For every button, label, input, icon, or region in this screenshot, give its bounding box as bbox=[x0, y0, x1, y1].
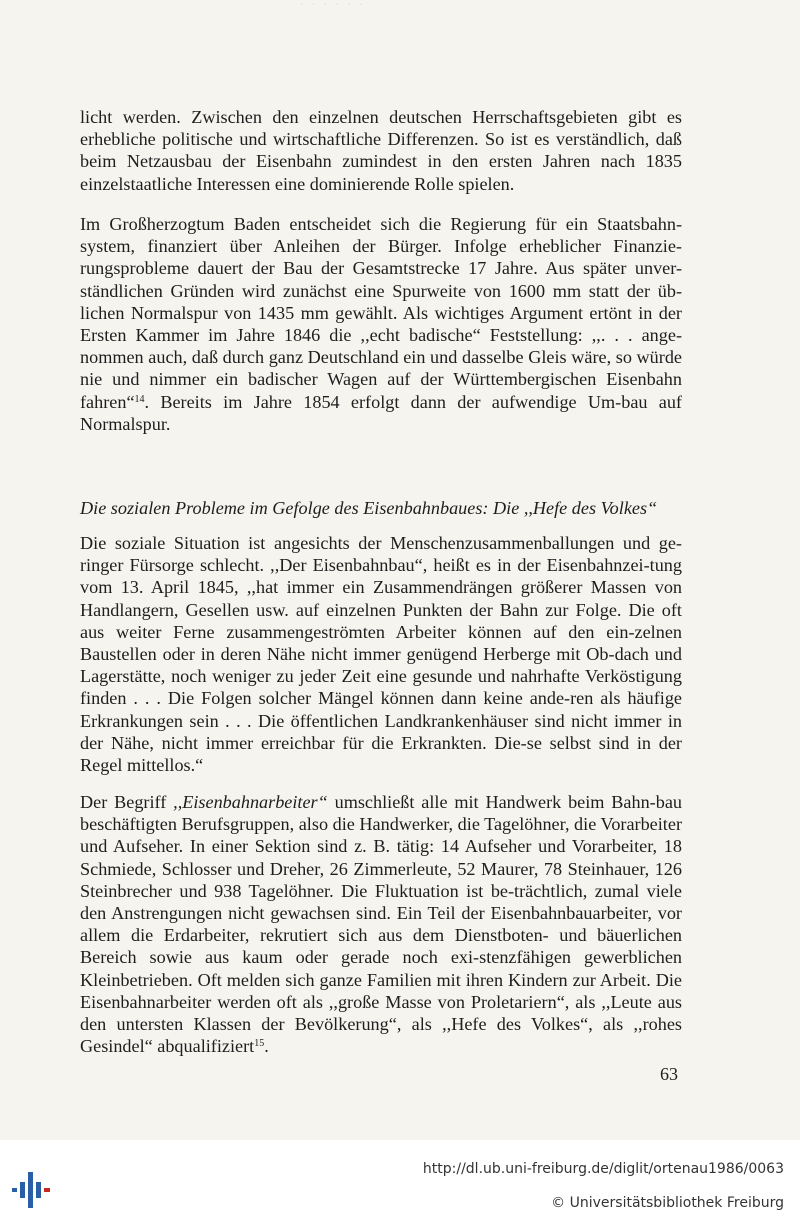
paragraph-4 bbox=[80, 791, 682, 1057]
bleed-through-marks: · · · · · · bbox=[300, 0, 366, 11]
paragraph-2-body: Im Großherzogtum Baden entscheidet sich die Regierung für ein Staatsbahn-system, finanziert über Anleihen der Bürger. Infolge erheblicher Finanzie-rungsprobleme dauert der Bau der Gesamtstrecke 17 Jahre. Aus später unver-ständlichen Gründen wird zunächst eine Spurweite von 1600 mm statt der üb-lichen Normalspur von 1435 mm gewählt. Als wichtiges Argument ertönt in der Ersten Kammer im Jahre 1846 die ,,echt badische“ Feststellung: ,,. . . ange-nommen auch, daß durch ganz Deutschland ein und dasselbe Gleis wäre, so würde nie und nimmer ein badischer Wagen auf der Württembergischen Eisenbahn fahren“ bbox=[80, 214, 682, 412]
page-url-link[interactable]: http://dl.ub.uni-freiburg.de/diglit/ortenau1986/0063 bbox=[422, 1161, 784, 1177]
paragraph-2 bbox=[80, 213, 682, 435]
paragraph-1 bbox=[80, 106, 682, 195]
paragraph-1-text: licht werden. Zwischen den einzelnen deutschen Herrschaftsgebieten gibt es erhebliche politische und wirtschaftliche Differenzen. So ist es verständlich, daß beim Netzausbau der Eisenbahn zumindest in den ersten Jahren nach 1835 einzelstaatliche Interessen eine dominierende Rolle spielen. bbox=[80, 107, 682, 194]
logo-graphic bbox=[12, 1170, 52, 1210]
copyright-notice: © Universitätsbibliothek Freiburg bbox=[551, 1195, 784, 1211]
paragraph-3 bbox=[80, 532, 682, 776]
section-heading: Die sozialen Probleme im Gefolge des Eisenbahnbaues: Die ,,Hefe des Volkes“ bbox=[80, 498, 658, 518]
paragraph-4-term: ,,Eisenbahnarbeiter“ bbox=[173, 792, 328, 812]
paragraph-4-text bbox=[80, 791, 682, 1057]
footnote-ref-14: 14 bbox=[134, 393, 145, 405]
paragraph-2-text bbox=[80, 213, 682, 435]
paragraph-2-end: . Bereits im Jahre 1854 erfolgt dann der aufwendige Um-bau auf Normalspur. bbox=[80, 391, 682, 434]
paragraph-4-rest: umschließt alle mit Handwerk beim Bahn-bau beschäftigten Berufsgruppen, also die Handwerker, die Tagelöhner, die Vorarbeiter und Aufseher. In einer Sektion sind z. B. tätig: 14 Aufseher und Vorarbeiter, 18 Schmiede, Schlosser und Dreher, 26 Zimmerleute, 52 Maurer, 78 Steinhauer, 126 Steinbrecher und 938 Tagelöhner. Die Fluktuation ist be-trächtlich, zumal viele den Anstrengungen nicht gewachsen sind. Ein Teil der Eisenbahnbauarbeiter, vor allem die Erdarbeiter, rekrutiert sich aus dem Dienstboten- und bäuerlichen Bereich sowie aus kaum oder gerade noch exi-stenzfähigen gewerblichen Kleinbetrieben. Oft melden sich ganze Familien mit ihren Kindern zur Arbeit. Die Eisenbahnarbeiter werden oft als ,,große Masse von Proletariern“, als ,,Leute aus den untersten Klassen der Bevölkerung“, als ,,Hefe des Volkes“, als ,,rohes Gesindel“ abqualifiziert bbox=[80, 792, 682, 1057]
paragraph-4-end: . bbox=[264, 1036, 269, 1057]
paragraph-4-start: Der Begriff bbox=[80, 792, 174, 812]
footnote-ref-15: 15 bbox=[254, 1038, 265, 1050]
paragraph-3-text: Die soziale Situation ist angesichts der Menschenzusammenballungen und ge-ringer Fürsorge schlecht. ,,Der Eisenbahnbau“, heißt es in der Eisenbahnzei-tung vom 13. April 1845, ,,hat immer ein Zusammendrängen größerer Massen von Handlangern, Gesellen usw. auf einzelnen Punkten der Bahn zur Folge. Die oft aus weiter Ferne zusammengeströmten Arbeiter können auf den ein-zelnen Baustellen oder in deren Nähe nicht immer genügend Herberge mit Ob-dach und Lagerstätte, noch weniger zu jeder Zeit eine gesunde und nahrhafte Verköstigung finden . . . Die Folgen solcher Mängel können dann keine ande-ren als häufige Erkrankungen sein . . . Die öffentlichen Landkrankenhäuser sind nicht immer in der Nähe, nicht immer erreichbar für die Erkrankten. Die-se selbst sind in der Regel mittellos.“ bbox=[80, 533, 682, 776]
university-library-logo-icon bbox=[12, 1170, 52, 1210]
page-number: 63 bbox=[660, 1064, 678, 1084]
